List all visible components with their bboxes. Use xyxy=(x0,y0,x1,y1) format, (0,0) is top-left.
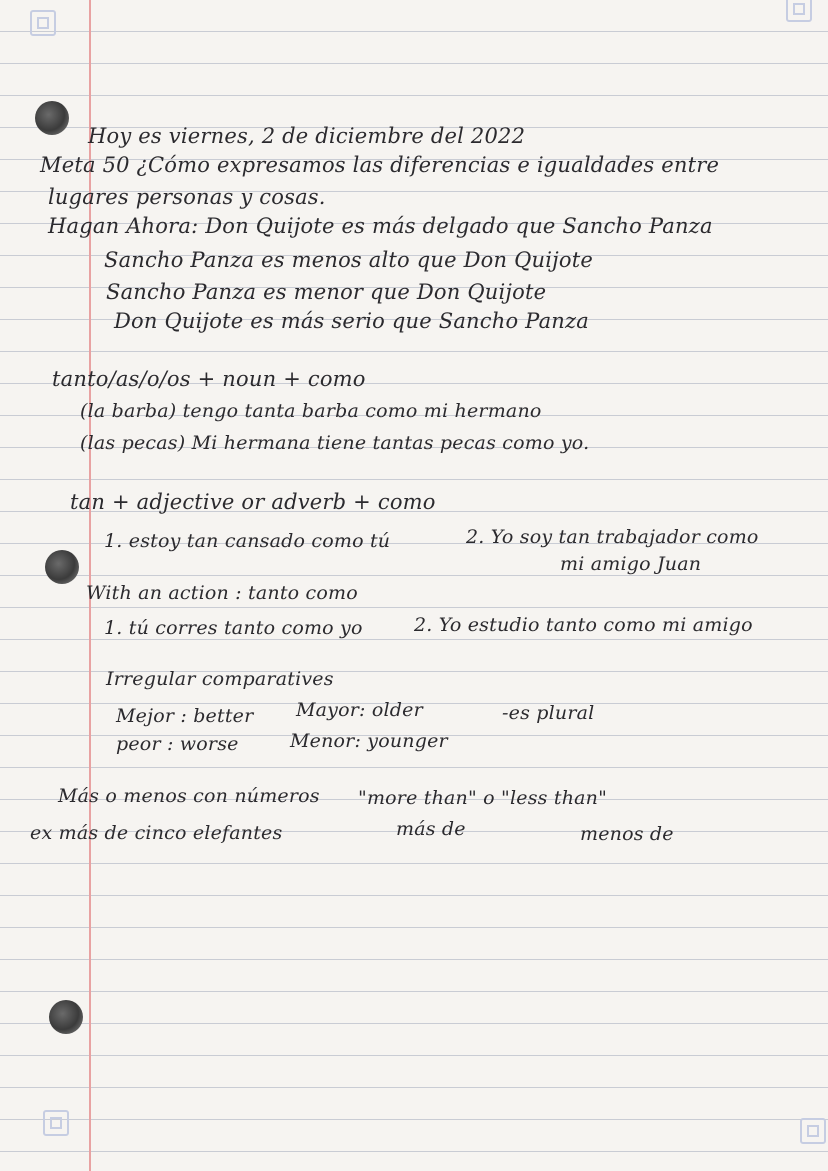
hagan-ahora-line: Hagan Ahora: Don Quijote es más delgado que Sancho Panza xyxy=(48,214,713,238)
meta-line-2: lugares personas y cosas. xyxy=(48,185,326,209)
tan-example-2a: 2. Yo soy tan trabajador como xyxy=(466,526,759,548)
menor-line: Menor: younger xyxy=(290,730,448,752)
binder-hole-bottom xyxy=(49,1000,83,1034)
tan-example-1: 1. estoy tan cansado como tú xyxy=(104,530,391,552)
more-less-line: "more than" o "less than" xyxy=(358,787,608,809)
irregular-title: Irregular comparatives xyxy=(106,668,334,690)
example-elefantes: ex más de cinco elefantes xyxy=(30,822,283,844)
corner-mark-top-right xyxy=(786,0,812,22)
date-line: Hoy es viernes, 2 de diciembre del 2022 xyxy=(88,124,526,148)
mas-de-label: más de xyxy=(396,818,466,840)
action-rule: With an action : tanto como xyxy=(86,582,358,604)
menos-de-label: menos de xyxy=(580,823,674,845)
tan-rule: tan + adjective or adverb + como xyxy=(70,490,436,514)
tanto-example-1: (la barba) tengo tanta barba como mi hermano xyxy=(80,400,542,422)
tanto-example-2: (las pecas) Mi hermana tiene tantas pecas como yo. xyxy=(80,432,590,454)
mayor-line: Mayor: older xyxy=(296,699,423,721)
tan-example-2b: mi amigo Juan xyxy=(560,553,702,575)
mas-menos-line: Más o menos con números xyxy=(58,785,320,807)
action-example-2: 2. Yo estudio tanto como mi amigo xyxy=(414,614,753,636)
corner-mark-bottom-right xyxy=(800,1118,826,1144)
example-line-1: Sancho Panza es menos alto que Don Quijote xyxy=(104,248,593,272)
corner-mark-bottom-left xyxy=(43,1110,69,1136)
binder-hole-middle xyxy=(45,550,79,584)
action-example-1: 1. tú corres tanto como yo xyxy=(104,617,363,639)
meta-line-1: Meta 50 ¿Cómo expresamos las diferencias e igualdades entre xyxy=(40,153,720,177)
example-line-3: Don Quijote es más serio que Sancho Panza xyxy=(114,309,589,333)
corner-mark-top-left xyxy=(30,10,56,36)
es-plural-note: -es plural xyxy=(502,702,595,724)
mejor-line: Mejor : better xyxy=(116,705,254,727)
example-line-2: Sancho Panza es menor que Don Quijote xyxy=(106,280,547,304)
peor-line: peor : worse xyxy=(116,733,239,755)
binder-hole-top xyxy=(35,101,69,135)
tanto-rule: tanto/as/o/os + noun + como xyxy=(52,367,366,391)
